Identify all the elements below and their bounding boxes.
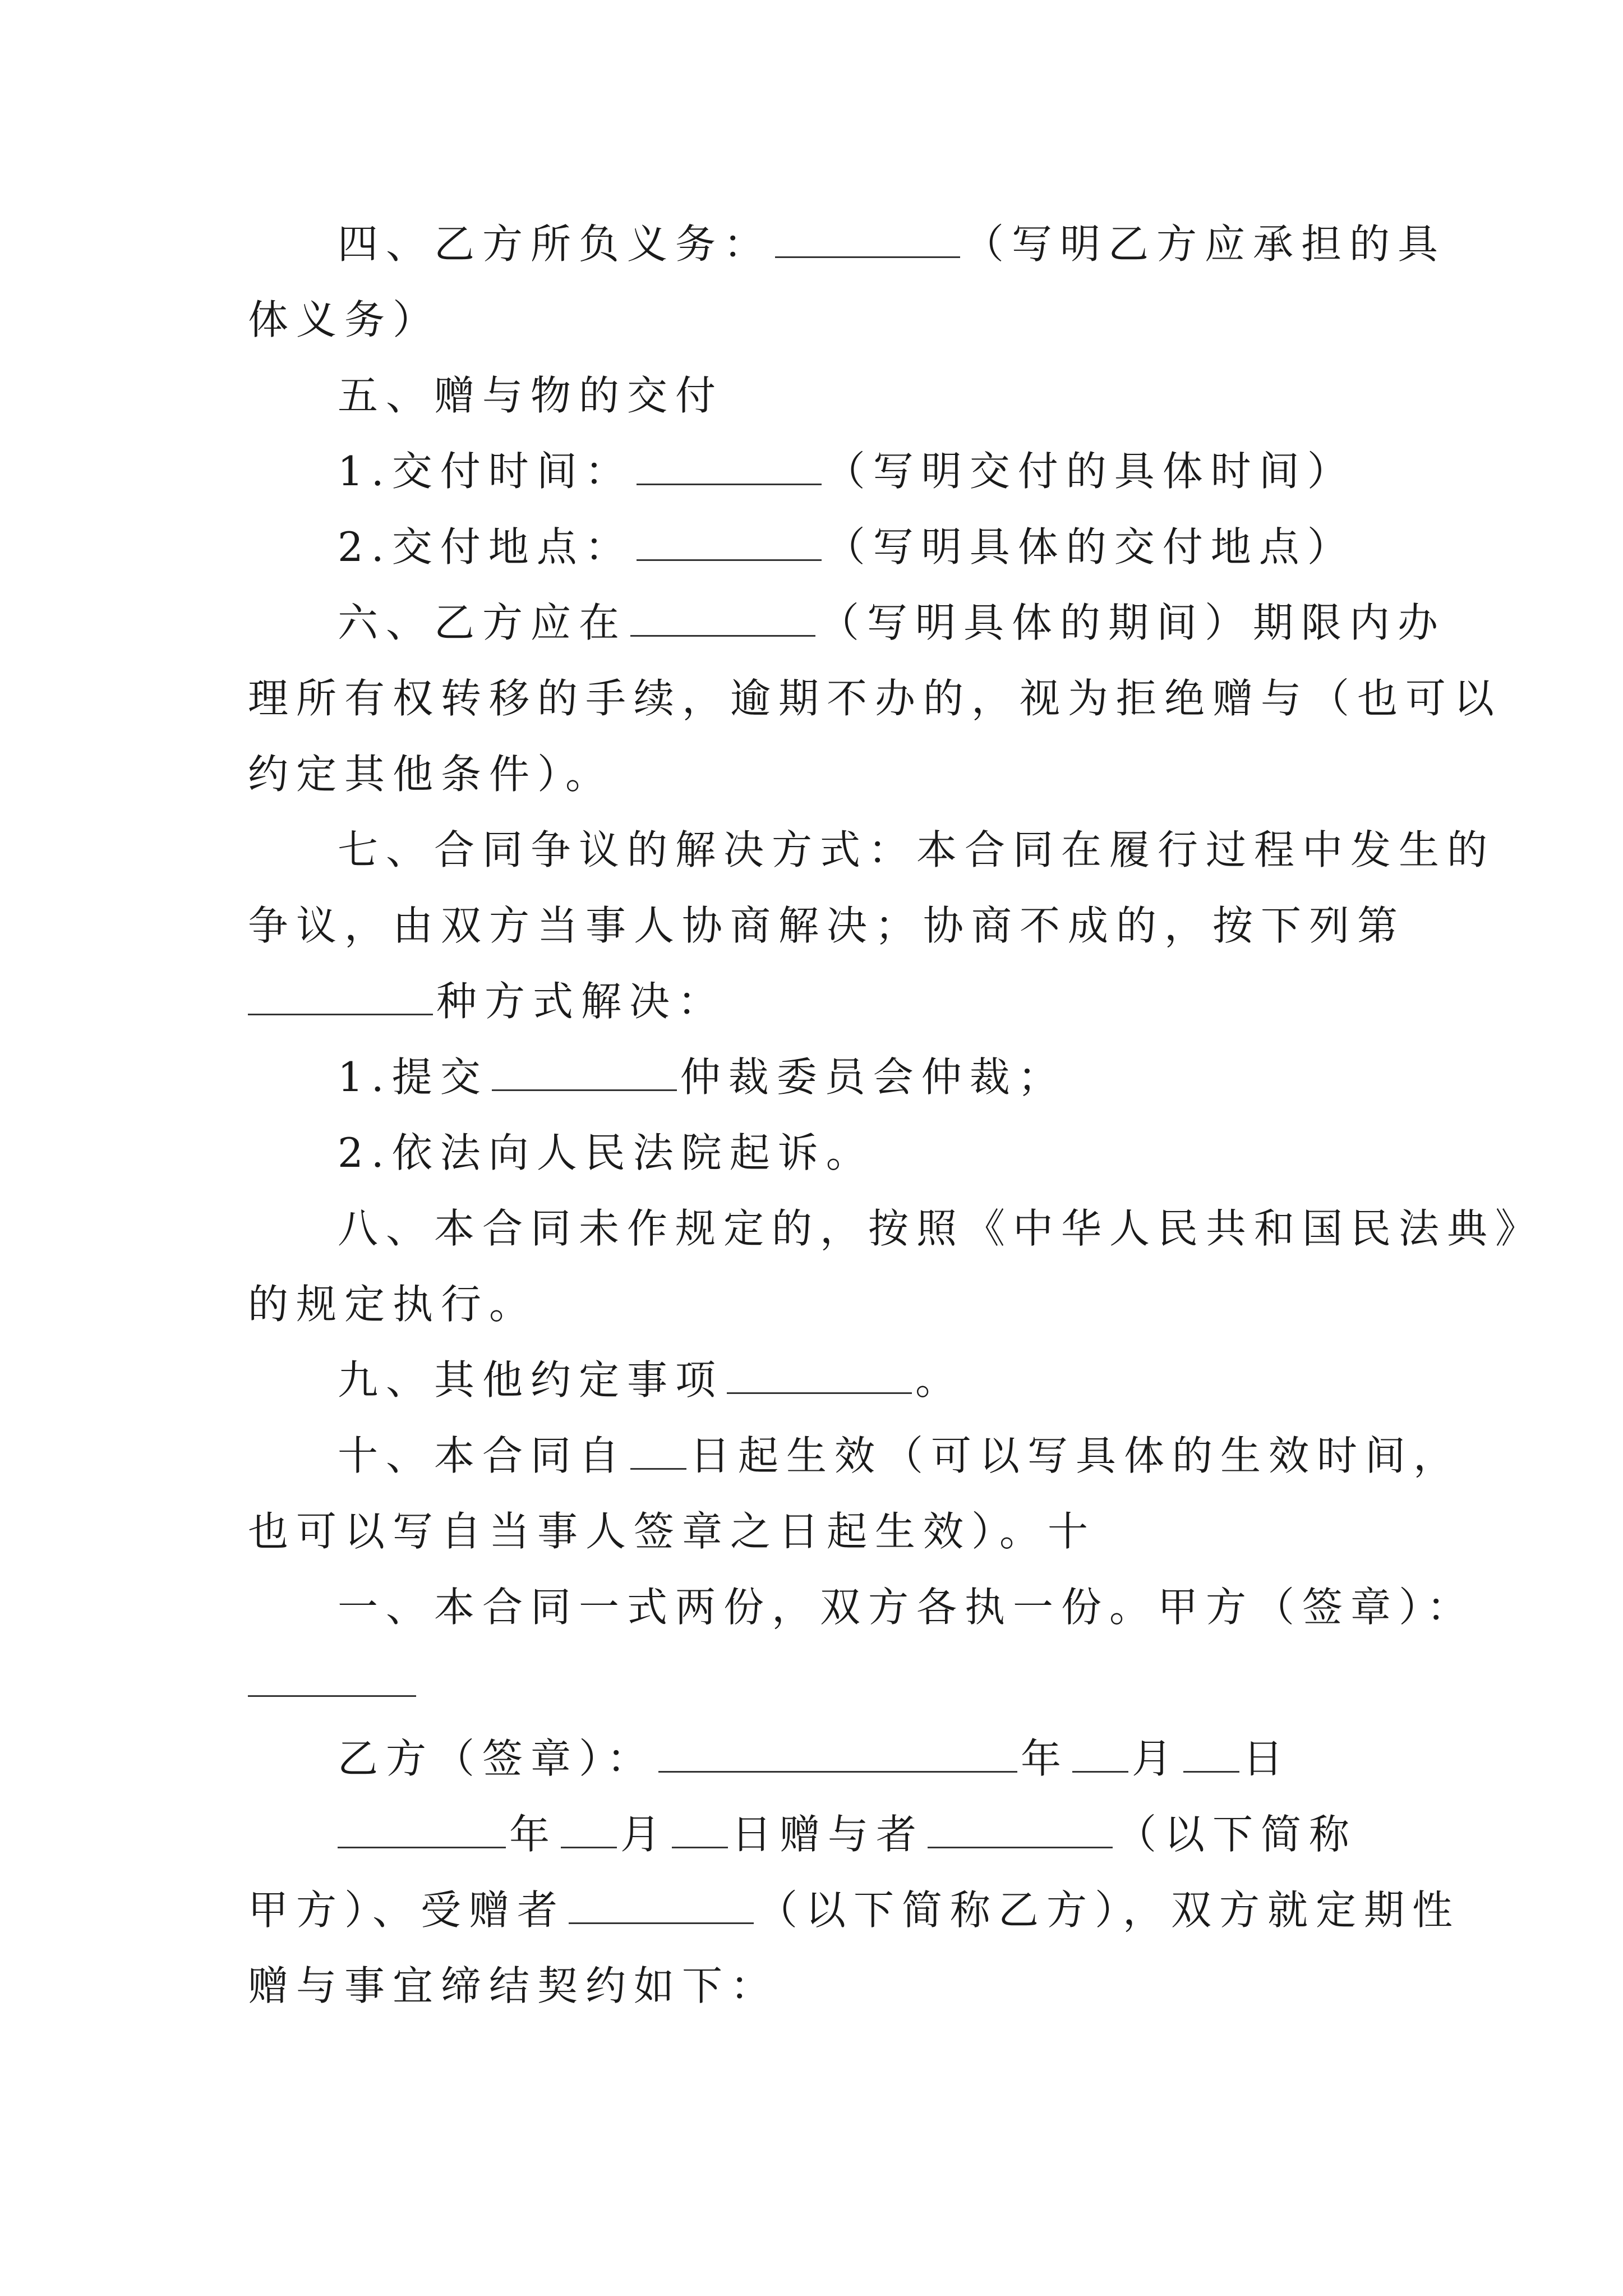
clause-4-note: （写明乙方应承担的具 [963, 220, 1446, 268]
clause-5-title: 五、赠与物的交付 [338, 372, 724, 419]
clause-6-text: 理所有权转移的手续，逾期不办的，视为拒绝赠与（也可以 [248, 675, 1502, 722]
clause-6-line-3 [248, 749, 1403, 803]
clause-8-line-2 [248, 1279, 1403, 1333]
clause-5-item-2 [248, 522, 1493, 576]
month-label: 月 [620, 1811, 669, 1858]
blank-field [569, 1888, 754, 1924]
blank-field [672, 1812, 728, 1848]
blank-field [248, 979, 433, 1015]
blank-field [637, 449, 822, 485]
year-label: 年 [509, 1811, 558, 1858]
blank-field [928, 1812, 1113, 1848]
clause-7-text: 争议，由双方当事人协商解决；协商不成的，按下列第 [248, 902, 1406, 949]
clause-4-line-1 [248, 219, 1493, 273]
donor-note: （以下简称 [1116, 1811, 1358, 1858]
day-label: 日 [1243, 1735, 1292, 1782]
clause-6-text: 约定其他条件）。 [248, 751, 614, 798]
clause-9-text: 九、其他约定事项 [338, 1356, 724, 1404]
party-b-signature-blank [658, 1736, 1017, 1773]
next-contract-line-2 [248, 1885, 1461, 1939]
clause-7-item-1 [248, 1052, 1493, 1106]
party-a-signature-line [248, 1658, 1403, 1711]
blank-field [630, 600, 815, 637]
clause-8-line-1 [248, 1203, 1544, 1257]
party-a-signature-blank [248, 1660, 416, 1697]
blank-field [637, 524, 822, 561]
clause-10-line-1 [248, 1430, 1493, 1484]
clause-9 [248, 1355, 1493, 1409]
clause-7-line-1 [248, 825, 1496, 878]
party-b-signature-label: 乙方（签章）： [338, 1735, 656, 1782]
blank-field [727, 1358, 912, 1394]
clause-6-text: 六、乙方应在 [338, 599, 628, 646]
clause-6-text: （写明具体的期间）期限内办 [819, 599, 1446, 646]
blank-field [630, 1433, 686, 1470]
blank-field [492, 1055, 677, 1091]
donor-label: 日赠与者 [731, 1811, 925, 1858]
clause-6-line-1 [248, 597, 1493, 651]
blank-field [338, 1812, 506, 1848]
clause-7-line-3 [248, 976, 1403, 1030]
clause-7-text: 七、合同争议的解决方式：本合同在履行过程中发生的 [338, 826, 1496, 873]
next-contract-line-3 [248, 1961, 1403, 2014]
blank-field [1183, 1736, 1239, 1773]
clause-4-text: 体义务） [248, 296, 441, 343]
clause-7-text: 种方式解决： [436, 978, 726, 1025]
month-label: 月 [1132, 1735, 1181, 1782]
clause-11-text: 一、本合同一式两份，双方各执一份。甲方（签章）： [338, 1584, 1476, 1631]
clause-9-text: 。 [915, 1356, 964, 1404]
arbitration-text: 仲裁委员会仲裁； [680, 1053, 1066, 1101]
next-contract-line-1 [248, 1809, 1493, 1863]
blank-field [1072, 1736, 1128, 1773]
party-b-signature-line [248, 1733, 1493, 1787]
clause-5-heading [248, 370, 1493, 424]
clause-6-line-2 [248, 673, 1502, 727]
clause-10-text: 也可以写自当事人签章之日起生效）。十 [248, 1508, 1096, 1555]
blank-field [561, 1812, 617, 1848]
clause-10-text: 十、本合同自 [338, 1432, 628, 1479]
delivery-place-note: （写明具体的交付地点） [824, 523, 1355, 570]
arbitration-label: 1.提交 [338, 1053, 488, 1101]
clause-4-line-2 [248, 295, 1403, 348]
delivery-time-label: 1.交付时间： [338, 448, 633, 495]
lawsuit-text: 2.依法向人民法院起诉。 [338, 1129, 874, 1176]
clause-8-text: 八、本合同未作规定的，按照《中华人民共和国民法典》 [338, 1205, 1544, 1252]
clause-10-text: 日起生效（可以写具体的生效时间， [690, 1432, 1462, 1479]
clause-10-line-2 [248, 1506, 1403, 1560]
blank-field [775, 222, 960, 258]
delivery-time-note: （写明交付的具体时间） [824, 448, 1355, 495]
year-label: 年 [1021, 1735, 1069, 1782]
donee-note: （以下简称乙方），双方就定期性 [757, 1887, 1461, 1934]
clause-4-heading: 四、乙方所负义务： [338, 220, 772, 268]
donee-label: 甲方）、受赠者 [248, 1887, 566, 1934]
clause-7-line-2 [248, 900, 1406, 954]
clause-8-text: 的规定执行。 [248, 1281, 538, 1328]
clause-11 [248, 1582, 1493, 1636]
next-contract-text: 赠与事宜缔结契约如下： [248, 1962, 779, 2009]
clause-7-item-2 [248, 1128, 1493, 1181]
delivery-place-label: 2.交付地点： [338, 523, 633, 570]
clause-5-item-1 [248, 446, 1493, 500]
